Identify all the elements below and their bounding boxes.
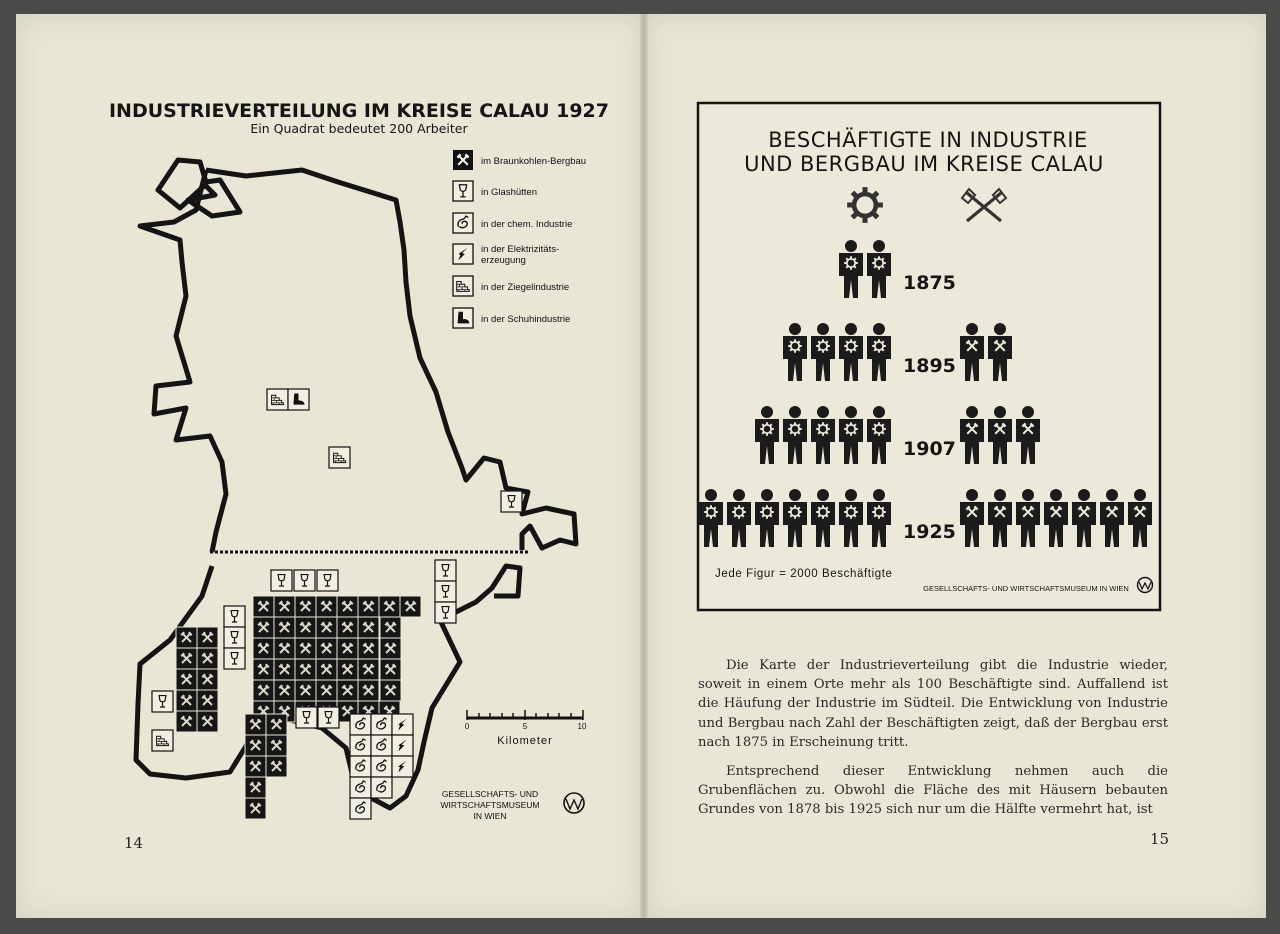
- legend-label: im Braunkohlen-Bergbau: [481, 156, 587, 167]
- page-number-left: 14: [124, 834, 144, 852]
- legend-label: in der Elektrizitäts-: [481, 244, 560, 255]
- legend-label: in Glashütten: [481, 187, 537, 198]
- credit-line: IN WIEN: [473, 811, 507, 821]
- credit-line: GESELLSCHAFTS- UND: [441, 789, 539, 799]
- legend-label: in der Ziegelindustrie: [481, 282, 570, 293]
- map-title: INDUSTRIEVERTEILUNG IM KREISE CALAU 1927: [108, 100, 610, 122]
- body-text: [698, 656, 1168, 830]
- chart-title-line2: UND BERGBAU IM KREISE CALAU: [744, 152, 1104, 176]
- chart-title-line1: BESCHÄFTIGTE IN INDUSTRIE: [768, 128, 1088, 152]
- scale-unit: Kilometer: [497, 735, 553, 747]
- year-label: 1875: [903, 272, 956, 294]
- legend-label-line2: erzeugung: [481, 255, 526, 266]
- legend-label: in der chem. Industrie: [481, 219, 573, 230]
- legend-label: in der Schuhindustrie: [481, 314, 571, 325]
- year-label: 1907: [903, 438, 956, 460]
- map-subtitle: Ein Quadrat bedeutet 200 Arbeiter: [250, 121, 468, 136]
- paragraph: Die Karte der Industrieverteilung gibt die Industrie wieder, soweit in einem Orte mehr als 100 Beschäftigte sind. Auffallend ist die Häufung der Industrie im Südteil. Die Entwicklung von Industrie und Bergbau nach Zahl der Beschäftigten zeigt, daß der Bergbau erst nach 1875 in Erscheinung tritt.: [698, 658, 1168, 750]
- paragraph: Entsprechend dieser Entwicklung nehmen auch die Grubenflächen zu. Obwohl die Fläche des mit Häusern bebauten Grundes von 1878 bis 1925 sich nur um die Hälfte vermehrt hat, ist: [698, 764, 1168, 818]
- pictogram-credit: GESELLSCHAFTS- UND WIRTSCHAFTSMUSEUM IN WIEN: [923, 584, 1129, 593]
- scale-tick: 0: [464, 722, 470, 731]
- pictogram-footnote: Jede Figur = 2000 Beschäftigte: [715, 568, 893, 580]
- year-label: 1895: [903, 355, 956, 377]
- year-label: 1925: [903, 521, 956, 543]
- page-number-right: 15: [1150, 830, 1170, 848]
- scale-tick: 5: [522, 722, 528, 731]
- scale-tick: 10: [577, 722, 587, 731]
- credit-line: WIRTSCHAFTSMUSEUM: [440, 800, 540, 810]
